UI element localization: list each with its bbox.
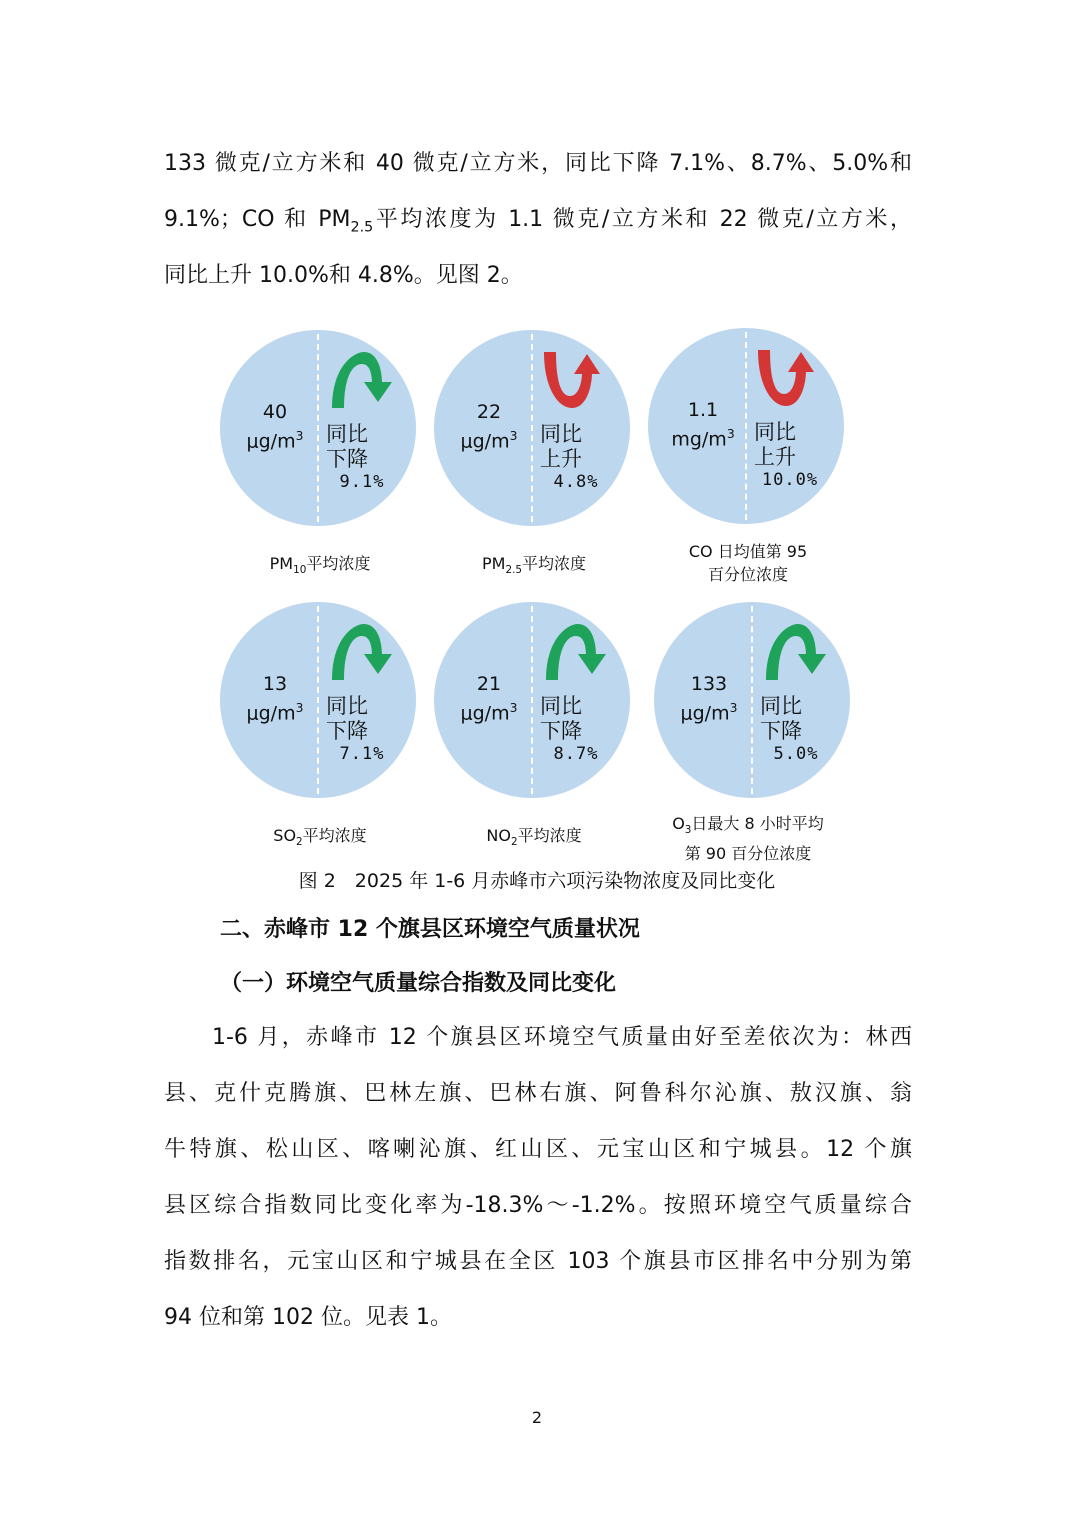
value-unit: $mg/m^3$: [671, 427, 735, 451]
pollutant-caption: [424, 552, 644, 582]
dashed-divider: [751, 606, 753, 794]
pollutant-caption: [210, 824, 430, 854]
concentration-value: [668, 672, 750, 725]
change-label-1: 同比: [760, 694, 802, 718]
caption-main: PM: [269, 554, 294, 573]
concentration-value: [234, 672, 316, 725]
change-percent: 8.7%: [553, 744, 599, 764]
pollutant-card: [434, 330, 630, 526]
value-unit: $\mu g/m^3$: [460, 429, 518, 453]
value-number: 22: [476, 401, 502, 423]
unit-superscript: 3: [295, 429, 304, 443]
value-number: 133: [690, 673, 728, 695]
caption-rest: 平均浓度: [306, 554, 371, 573]
change-percent: 7.1%: [339, 744, 385, 764]
change-label-2: 下降: [760, 719, 802, 743]
change-percent: 4.8%: [553, 472, 599, 492]
caption-rest: 平均浓度: [521, 554, 586, 573]
trend-up-arrow-icon: [752, 346, 824, 410]
caption-rest: 日最大 8 小时平均: [691, 814, 824, 833]
sub-heading: （一）环境空气质量综合指数及同比变化: [220, 971, 617, 996]
body-line-1: 1-6 月，赤峰市 12 个旗县区环境空气质量由好至差依次为：林西: [212, 1025, 912, 1050]
change-label-1: 同比: [326, 694, 368, 718]
caption-subscript: 10: [293, 564, 307, 577]
intro-line-1: 133 微克/立方米和 40 微克/立方米，同比下降 7.1%、8.7%、5.0%和: [164, 151, 912, 176]
dashed-divider: [531, 606, 533, 794]
intro-line-3: 同比上升 10.0%和 4.8%。见图 2。: [164, 263, 523, 288]
unit-superscript: 3: [726, 427, 735, 441]
page-number: 2: [531, 1408, 543, 1427]
concentration-value: [448, 672, 530, 725]
change-label-2: 上升: [754, 445, 796, 469]
caption-rest: 平均浓度: [517, 826, 582, 845]
trend-down-arrow-icon: [538, 620, 610, 684]
trend-down-arrow-icon: [758, 620, 830, 684]
caption-subscript: 2: [296, 836, 303, 849]
dashed-divider: [745, 332, 747, 520]
body-line-4: 县区综合指数同比变化率为-18.3%～-1.2%。按照环境空气质量综合: [164, 1193, 912, 1218]
pollutant-card: [654, 602, 850, 798]
change-percent: 5.0%: [773, 744, 819, 764]
caption-line-1: [424, 552, 644, 582]
body-line-6: 94 位和第 102 位。见表 1。: [164, 1305, 452, 1330]
caption-rest: 平均浓度: [302, 826, 367, 845]
trend-up-arrow-icon: [538, 348, 610, 412]
dashed-divider: [317, 334, 319, 522]
intro-line-2-sub: 2.5: [350, 219, 374, 236]
change-label-1: 同比: [540, 694, 582, 718]
pollutant-card: [434, 602, 630, 798]
unit-superscript: 3: [509, 429, 518, 443]
dashed-divider: [531, 334, 533, 522]
unit-superscript: 3: [509, 701, 518, 715]
figure-caption: 图 2 2025 年 1-6 月赤峰市六项污染物浓度及同比变化: [298, 870, 776, 892]
value-number: 21: [476, 673, 502, 695]
value-unit: $\mu g/m^3$: [680, 701, 738, 725]
change-label-2: 下降: [540, 719, 582, 743]
caption-subscript: 2.5: [505, 564, 522, 577]
caption-subscript: 3: [684, 824, 692, 837]
caption-line-1: [638, 812, 858, 842]
caption-line-1: [638, 540, 858, 563]
change-percent: 10.0%: [761, 470, 819, 490]
caption-line-1: [424, 824, 644, 854]
pollutant-caption: [210, 552, 430, 582]
concentration-value: [448, 400, 530, 453]
pollutant-caption: [638, 540, 858, 586]
caption-line-2: 第 90 百分位浓度: [684, 844, 812, 864]
value-number: 40: [262, 401, 288, 423]
pollutant-caption: [638, 812, 858, 865]
trend-down-arrow-icon: [324, 620, 396, 684]
change-label-2: 下降: [326, 719, 368, 743]
pollutant-caption: [424, 824, 644, 854]
value-unit: $\mu g/m^3$: [246, 429, 304, 453]
concentration-value: [234, 400, 316, 453]
caption-main: PM: [482, 554, 506, 573]
caption-main: CO 日均值第 95: [688, 542, 808, 561]
change-label-2: 上升: [540, 447, 582, 471]
intro-line-2a: 9.1%；CO 和 PM: [164, 207, 351, 232]
caption-main: O: [672, 814, 685, 833]
change-label-1: 同比: [326, 422, 368, 446]
value-unit: $\mu g/m^3$: [246, 701, 304, 725]
unit-superscript: 3: [295, 701, 304, 715]
value-number: 13: [262, 673, 288, 695]
unit-superscript: 3: [729, 701, 738, 715]
body-line-3: 牛特旗、松山区、喀喇沁旗、红山区、元宝山区和宁城县。12 个旗: [164, 1137, 912, 1162]
pollutant-card: [220, 330, 416, 526]
body-line-5: 指数排名，元宝山区和宁城县在全区 103 个旗县市区排名中分别为第: [164, 1249, 912, 1274]
trend-down-arrow-icon: [324, 348, 396, 412]
caption-line-1: [210, 824, 430, 854]
change-label-2: 下降: [326, 447, 368, 471]
body-line-2: 县、克什克腾旗、巴林左旗、巴林右旗、阿鲁科尔沁旗、敖汉旗、翁: [164, 1081, 912, 1106]
caption-line-1: [210, 552, 430, 582]
caption-line-2: 百分位浓度: [707, 565, 788, 584]
concentration-value: [662, 398, 744, 451]
caption-main: SO: [273, 826, 297, 845]
caption-main: NO: [486, 826, 511, 845]
intro-line-2b: 平均浓度为 1.1 微克/立方米和 22 微克/立方米，: [373, 207, 912, 232]
pollutant-card: [220, 602, 416, 798]
caption-subscript: 2: [510, 836, 518, 849]
change-percent: 9.1%: [339, 472, 385, 492]
dashed-divider: [317, 606, 319, 794]
intro-line-2: [164, 202, 912, 235]
value-number: 1.1: [687, 399, 719, 421]
change-label-1: 同比: [754, 420, 796, 444]
section-heading: 二、赤峰市 12 个旗县区环境空气质量状况: [220, 917, 640, 942]
value-unit: $\mu g/m^3$: [460, 701, 518, 725]
pollutant-card: [648, 328, 844, 524]
change-label-1: 同比: [540, 422, 582, 446]
